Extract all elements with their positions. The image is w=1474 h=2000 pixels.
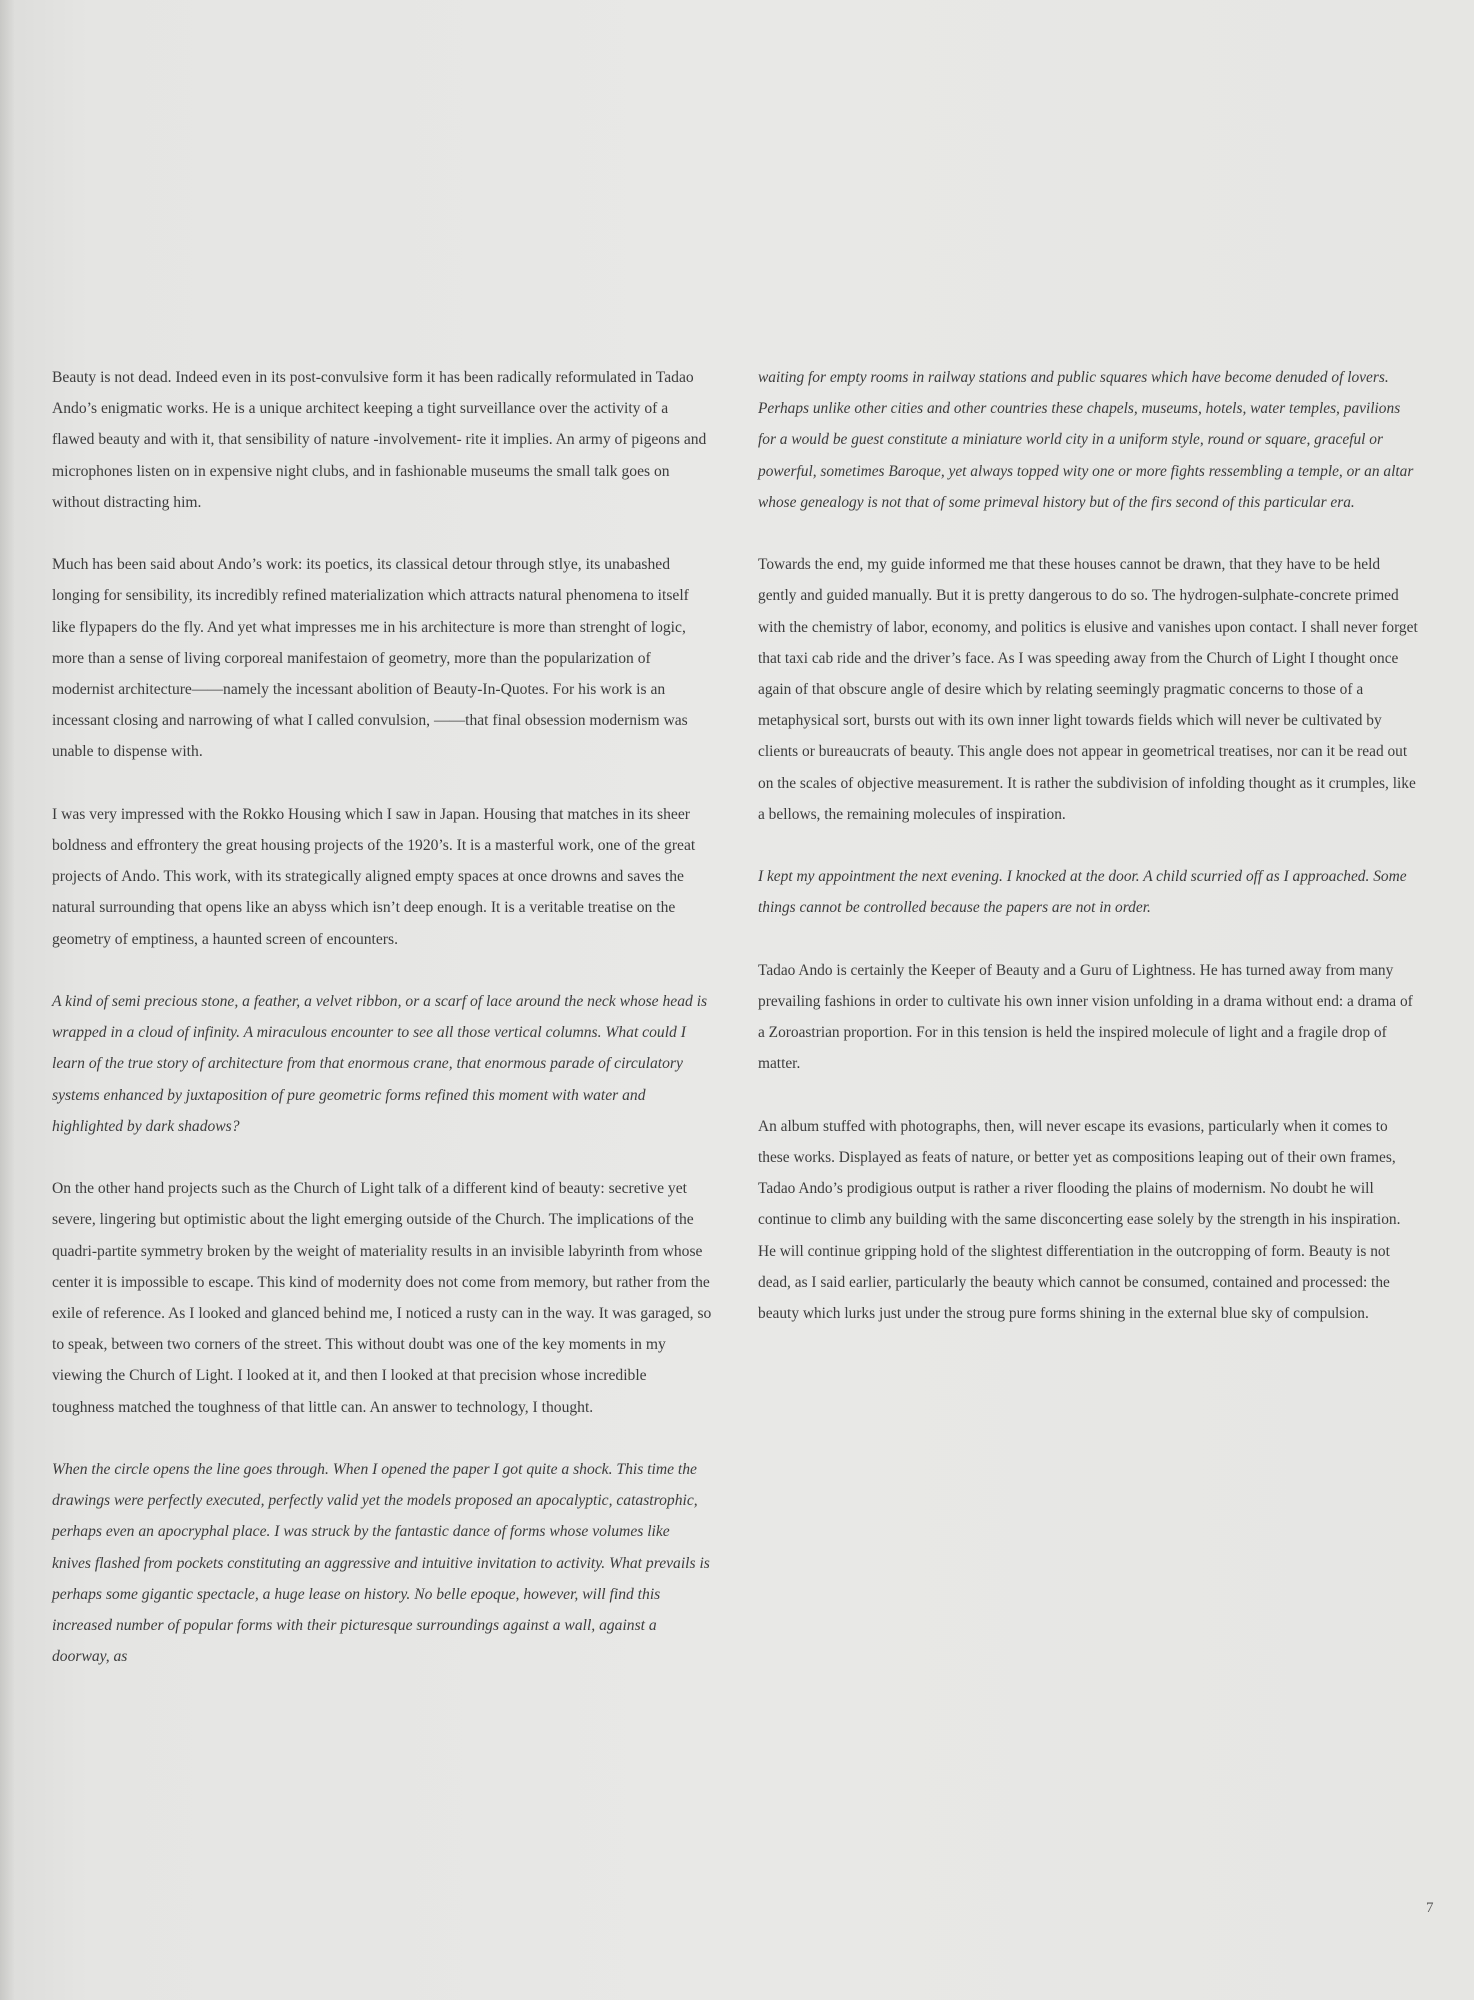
page-edge: [0, 0, 14, 2000]
italic-paragraph: waiting for empty rooms in railway stations and public squares which have become denuded of lovers. Perhaps unlike other cities and other countries these chapels, museums, hotels, water temples, pavilions for a would be guest constitute a miniature world city in a uniform style, round or square, graceful or powerful, sometimes Baroque, yet always topped wity one or more fights ressembling a temple, or an altar whose genealogy is not that of some primeval history but of the firs second of this particular era.: [758, 369, 1414, 511]
italic-paragraph: A kind of semi precious stone, a feather, a velvet ribbon, or a scarf of lace around the neck whose head is wrapped in a cloud of infinity. A miraculous encounter to see all those vertical columns. What could I learn of the true story of architecture from that enormous crane, that enormous parade of circulatory systems enhanced by juxtaposition of pure geometric forms refined this moment with water and highlighted by dark shadows?: [52, 993, 708, 1135]
right-column: [758, 362, 1418, 1360]
paragraph: Towards the end, my guide informed me that these houses cannot be drawn, that they have to be held gently and guided manually. But it is pretty dangerous to do so. The hydrogen-sulphate-concrete primed with the chemistry of labor, economy, and politics is elusive and vanishes upon contact. I shall never forget that taxi cab ride and the driver’s face. As I was speeding away from the Church of Light I thought once again of that obscure angle of desire which by relating seemingly pragmatic concerns to those of a metaphysical sort, bursts out with its own inner light towards fields which will never be cultivated by clients or bureaucrats of beauty. This angle does not appear in geometrical treatises, nor can it be read out on the scales of objective measurement. It is rather the subdivision of infolding thought as it crumples, like a bellows, the remaining molecules of inspiration.: [758, 556, 1418, 823]
paragraph: An album stuffed with photographs, then, will never escape its evasions, particularly when it comes to these works. Displayed as feats of nature, or better yet as compositions leaping out of their own frames, Tadao Ando’s prodigious output is rather a river flooding the plains of modernism. No doubt he will continue to climb any building with the same disconcerting ease solely by the strength in his inspiration. He will continue gripping hold of the slightest differentiation in the outcropping of form. Beauty is not dead, as I said earlier, particularly the beauty which cannot be consumed, contained and processed: the beauty which lurks just under the stroug pure forms shining in the external blue sky of compulsion.: [758, 1117, 1401, 1323]
paragraph: Tadao Ando is certainly the Keeper of Beauty and a Guru of Lightness. He has turned away from many prevailing fashions in order to cultivate his own inner vision unfolding in a drama without end: a drama of a Zoroastrian proportion. For in this tension is held the inspired molecule of light and a fragile drop of matter.: [758, 961, 1413, 1073]
paragraph: Much has been said about Ando’s work: its poetics, its classical detour through stlye, its unabashed longing for sensibility, its incredibly refined materialization which attracts natural phenomena to itself like flypapers do the fly. And yet what impresses me in his architecture is more than strenght of logic, more than a sense of living corporeal manifestaion of geometry, more than the popularization of modernist architecture——namely the incessant abolition of Beauty-In-Quotes. For his work is an incessant closing and narrowing of what I called convulsion, ——that final obsession modernism was unable to dispense with.: [52, 556, 689, 761]
italic-paragraph: When the circle opens the line goes through. When I opened the paper I got quite a shock. This time the drawings were perfectly executed, perfectly valid yet the models proposed an apocalyptic, catastrophic, perhaps even an apocryphal place. I was struck by the fantastic dance of forms whose volumes like knives flashed from pockets constituting an aggressive and intuitive invitation to activity. What prevails is perhaps some gigantic spectacle, a huge lease on history. No belle epoque, however, will find this increased number of popular forms with their picturesque surroundings against a wall, against a doorway, as: [52, 1461, 710, 1666]
italic-paragraph: I kept my appointment the next evening. I knocked at the door. A child scurried off as I approached. Some things cannot be controlled because the papers are not in order.: [758, 868, 1407, 917]
paragraph: On the other hand projects such as the Church of Light talk of a different kind of beauty: secretive yet severe, lingering but optimistic about the light emerging outside of the Church. The implications of the quadri-partite symmetry broken by the weight of materiality results in an invisible labyrinth from whose center it is impossible to escape. This kind of modernity does not come from memory, but rather from the exile of reference. As I looked and glanced behind me, I noticed a rusty can in the way. It was garaged, so to speak, between two corners of the street. This without doubt was one of the key moments in my viewing the Church of Light. I looked at it, and then I looked at that precision whose incredible toughness matched the toughness of that little can. An answer to technology, I thought.: [52, 1180, 712, 1416]
paragraph: Beauty is not dead. Indeed even in its post-convulsive form it has been radically reformulated in Tadao Ando’s enigmatic works. He is a unique architect keeping a tight surveillance over the activity of a flawed beauty and with it, that sensibility of nature -involvement- rite it implies. An army of pigeons and microphones listen on in expensive night clubs, and in fashionable museums the small talk goes on without distracting him.: [52, 369, 707, 511]
page-number: 7: [1426, 1900, 1434, 1916]
left-column: [52, 362, 712, 1704]
paragraph: I was very impressed with the Rokko Housing which I saw in Japan. Housing that matches in its sheer boldness and effrontery the great housing projects of the 1920’s. It is a masterful work, one of the great projects of Ando. This work, with its strategically aligned empty spaces at once drowns and saves the natural surrounding that opens like an abyss which isn’t deep enough. It is a veritable treatise on the geometry of emptiness, a haunted screen of encounters.: [52, 805, 696, 948]
